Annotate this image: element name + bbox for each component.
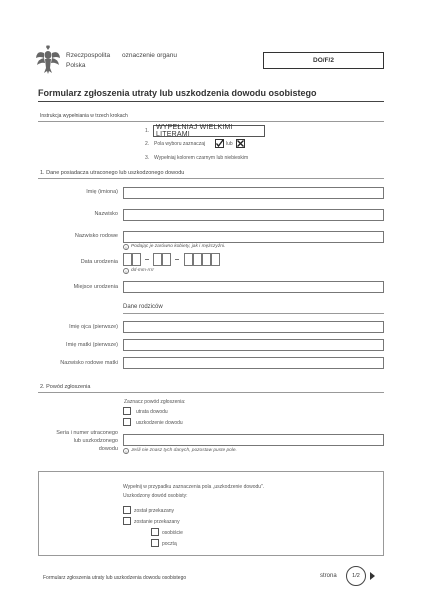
organ-label: oznaczenie organu [122, 52, 177, 59]
instructions-heading: Instrukcja wypełniania w trzech krokach [40, 113, 128, 119]
damaged-question: Uszkodzony dowód osobisty: [123, 493, 188, 499]
handed-label: został przekazany [134, 508, 175, 514]
in-person-checkbox[interactable] [151, 528, 159, 536]
series-label-line2: lub uszkodzonego [73, 438, 118, 444]
damaged-note: Wypełnij w przypadku zaznaczenia pola „uszkodzenie dowodu". [123, 484, 265, 490]
info-icon: i [123, 448, 129, 454]
parents-rule [123, 313, 384, 314]
date-separator [145, 259, 149, 260]
first-names-label: Imię (imiona) [86, 189, 118, 195]
birth-date-hint: dd-mm-rrrr [131, 268, 154, 273]
reason-lost-label: utrata dowodu [136, 409, 168, 415]
first-names-field[interactable] [123, 187, 384, 199]
checkbox-tick-example-icon [215, 139, 224, 148]
step2-or: lub [226, 141, 233, 147]
form-code-box [263, 52, 384, 69]
step2-number: 2. [145, 141, 150, 147]
mother-family-name-label: Nazwisko rodowe matki [60, 360, 118, 366]
in-person-label: osobiście [162, 530, 183, 536]
year-digit-4[interactable] [211, 253, 220, 266]
family-name-field[interactable] [123, 231, 384, 243]
step3-number: 3. [145, 155, 150, 161]
checkbox-cross-example-icon [236, 139, 245, 148]
reason-damaged-label: uszkodzenie dowodu [136, 420, 183, 426]
step1-number: 1. [145, 128, 150, 134]
page-label: strona [320, 573, 337, 579]
year-digit-3[interactable] [202, 253, 211, 266]
title-rule [38, 101, 384, 102]
birth-place-label: Miejsce urodzenia [73, 284, 118, 290]
instructions-rule [38, 121, 384, 122]
mother-name-label: Imię matki (pierwsze) [66, 342, 118, 348]
info-icon: i [123, 244, 129, 250]
birth-date-field[interactable] [123, 253, 223, 266]
series-label-line1: Seria i numer utraconego [56, 430, 118, 436]
section2-heading: 2. Powód zgłoszenia [40, 384, 91, 390]
country-name-line1: Rzeczpospolita [66, 52, 111, 59]
section2-rule [38, 392, 384, 393]
series-label-line3: dowodu [98, 446, 118, 452]
month-digit-1[interactable] [153, 253, 162, 266]
country-name-line2: Polska [66, 62, 86, 69]
form-code: DO/F/2 [313, 57, 334, 64]
page-number-badge [346, 566, 366, 586]
birth-date-label: Data urodzenia [80, 259, 118, 265]
birth-place-field[interactable] [123, 281, 384, 293]
mother-name-field[interactable] [123, 339, 384, 351]
page-title: Formularz zgłoszenia utraty lub uszkodzenia dowodu osobistego [38, 88, 317, 98]
day-digit-2[interactable] [132, 253, 141, 266]
surname-field[interactable] [123, 209, 384, 221]
series-number-field[interactable] [123, 434, 384, 446]
next-page-arrow-icon[interactable] [370, 572, 375, 580]
reason-damaged-checkbox[interactable] [123, 418, 131, 426]
page-number: 1/2 [352, 573, 360, 579]
step1-text: WYPEŁNIAJ WIELKIMI LITERAMI [156, 124, 233, 138]
step2-text: Pola wyboru zaznaczaj [154, 141, 206, 147]
father-name-field[interactable] [123, 321, 384, 333]
step3-text: Wypełniaj kolorem czarnym lub niebieskim [154, 155, 249, 161]
year-digit-1[interactable] [184, 253, 193, 266]
to-be-handed-checkbox[interactable] [123, 517, 131, 525]
section1-heading: 1. Dane posiadacza utraconego lub uszkodzonego dowodu [40, 170, 185, 176]
family-name-label: Nazwisko rodowe [74, 233, 118, 239]
by-post-label: pocztą [162, 541, 177, 547]
by-post-checkbox[interactable] [151, 539, 159, 547]
family-name-hint: Podając je zarówno kobiety, jak i mężczyźni. [131, 244, 226, 249]
day-digit-1[interactable] [123, 253, 132, 266]
surname-label: Nazwisko [94, 211, 118, 217]
reason-prompt: Zaznacz powód zgłoszenia: [124, 399, 186, 405]
reason-lost-checkbox[interactable] [123, 407, 131, 415]
handed-checkbox[interactable] [123, 506, 131, 514]
month-digit-2[interactable] [162, 253, 171, 266]
parents-heading: Dane rodziców [123, 304, 163, 310]
date-separator [175, 259, 179, 260]
emblem-icon [35, 44, 61, 76]
year-digit-2[interactable] [193, 253, 202, 266]
footer-form-name: Formularz zgłoszenia utraty lub uszkodzenia dowodu osobistego [43, 575, 187, 581]
info-icon: i [123, 268, 129, 274]
section1-rule [38, 178, 384, 179]
series-hint: Jeśli nie znasz tych danych, pozostaw puste pole. [131, 448, 237, 453]
to-be-handed-label: zostanie przekazany [134, 519, 180, 525]
step1-box [153, 125, 265, 137]
mother-family-name-field[interactable] [123, 357, 384, 369]
father-name-label: Imię ojca (pierwsze) [69, 324, 118, 330]
